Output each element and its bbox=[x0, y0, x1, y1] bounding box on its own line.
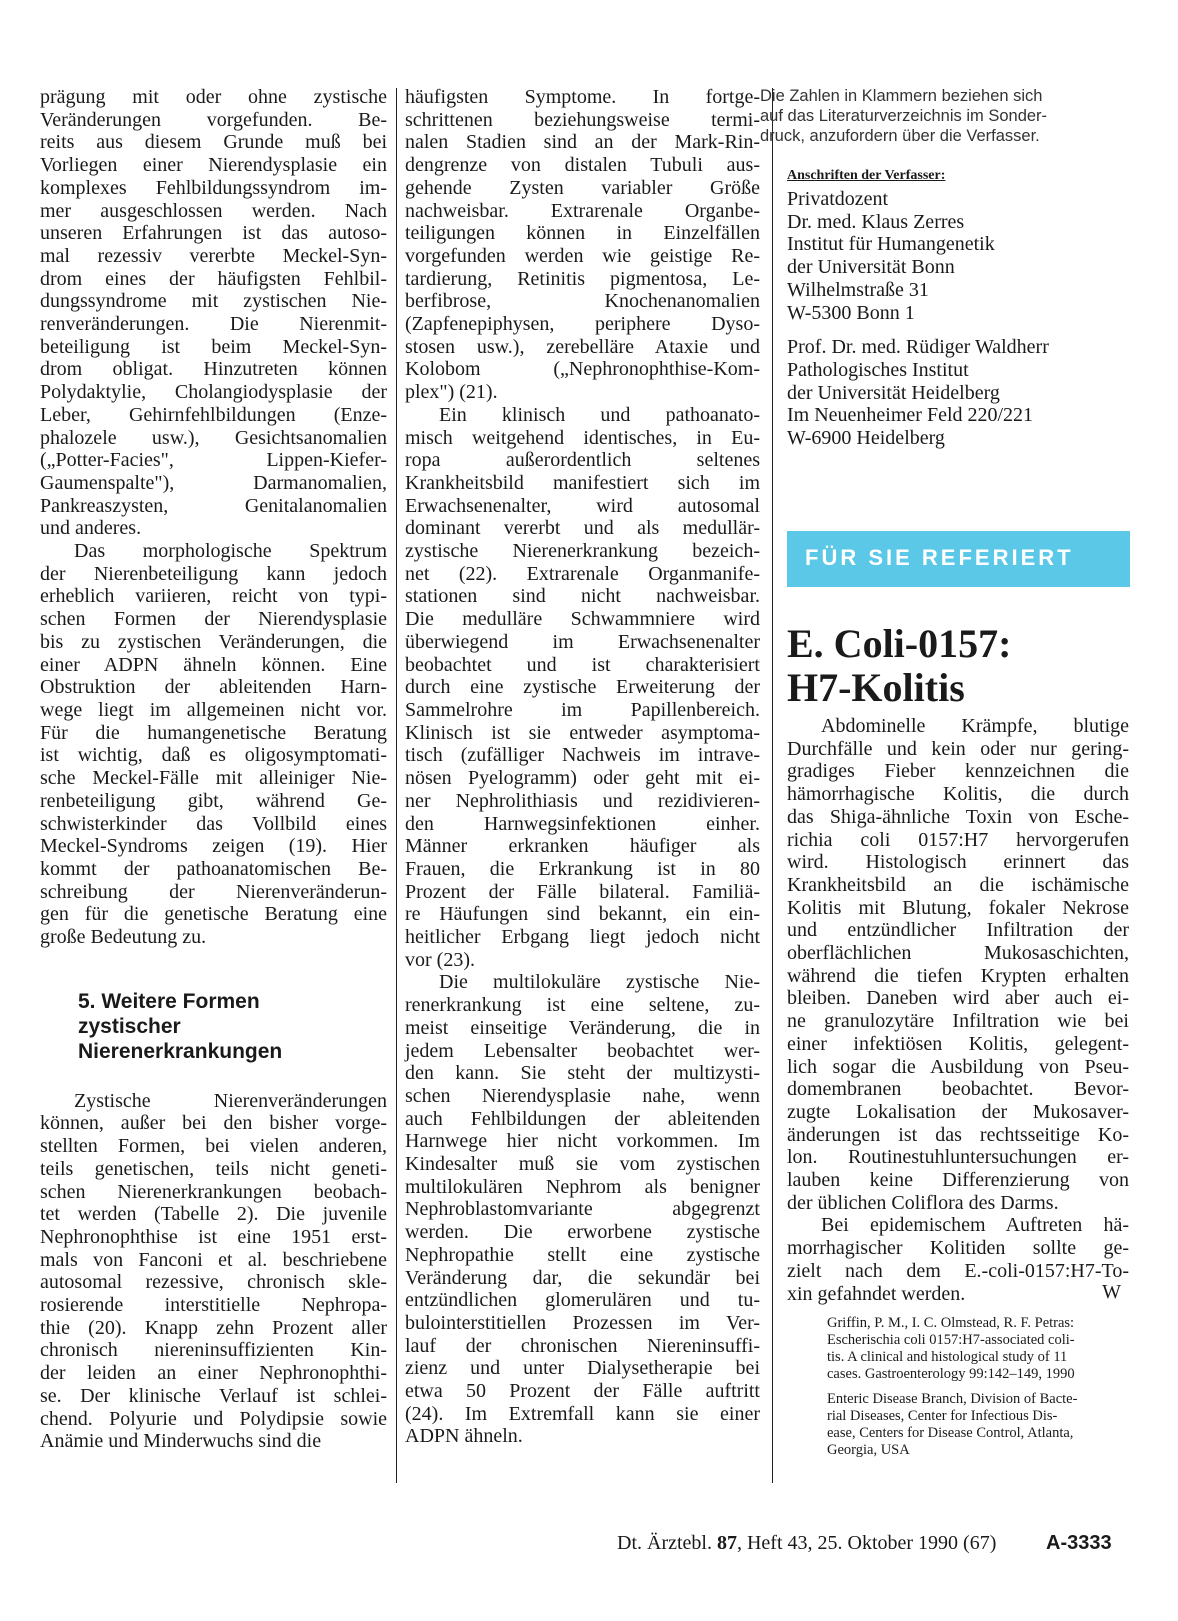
text-line: durch eine zystische Erweiterung der bbox=[405, 676, 760, 699]
text-line: stationen sind nicht nachweisbar. bbox=[405, 585, 760, 608]
text-line: morrhagischer Kolitiden sollte ge- bbox=[787, 1237, 1129, 1260]
text-line: tardierung, Retinitis pigmentosa, Le- bbox=[405, 267, 760, 290]
author-address-2 bbox=[787, 336, 1129, 450]
text-line: während die tiefen Krypten erhalten bbox=[787, 964, 1129, 987]
text-line: prägung mit oder ohne zystische bbox=[40, 86, 387, 108]
text-line: stosen usw.), zerebelläre Ataxie und bbox=[405, 335, 760, 358]
text-line: renveränderungen. Die Nierenmit- bbox=[40, 313, 387, 336]
text-line: druck, anzufordern über die Verfasser. bbox=[760, 127, 1040, 145]
text-line: beteiligung ist beim Meckel-Syn- bbox=[40, 335, 387, 358]
text-line: Nephropathie stellt eine zystische bbox=[405, 1243, 760, 1266]
text-line: richia coli 0157:H7 hervorgerufen bbox=[787, 828, 1129, 851]
text-line: der Universität Bonn bbox=[787, 256, 955, 279]
text-line: hämorrhagische Kolitis, die durch bbox=[787, 783, 1129, 806]
text-line: Kolitis mit Blutung, fokaler Nekrose bbox=[787, 896, 1129, 919]
text-line: bulointerstitiellen Prozessen im Ver- bbox=[405, 1311, 760, 1334]
text-line: entzündlichen glomerulären und tu- bbox=[405, 1289, 760, 1312]
text-line: vor (23). bbox=[405, 948, 475, 971]
text-line: Privatdozent bbox=[787, 188, 889, 210]
text-line: dominant vererbt und als medullär- bbox=[405, 517, 760, 540]
section-heading-5 bbox=[78, 989, 387, 1064]
text-line: mer ausgeschlossen werden. Nach bbox=[40, 199, 387, 222]
text-line: zielt nach dem E.-coli-0157:H7-To- bbox=[787, 1259, 1129, 1282]
text-line: re Häufungen sind bekannt, ein ein- bbox=[405, 903, 760, 926]
text-line: mal rezessiv vererbte Meckel-Syn- bbox=[40, 244, 387, 267]
author-address-1 bbox=[787, 188, 1129, 324]
text-line: dengrenze von distalen Tubuli aus- bbox=[405, 154, 760, 177]
text-line: renerkrankung ist eine seltene, zu- bbox=[405, 994, 760, 1017]
text-line: erheblich variieren, reicht von typi- bbox=[40, 585, 387, 608]
text-line: Wilhelmstraße 31 bbox=[787, 278, 929, 301]
text-line: Escherischia coli 0157:H7-associated coli- bbox=[827, 1332, 1075, 1349]
text-line: xin gefahndet werden. bbox=[787, 1282, 966, 1305]
text-line: zugte Lokalisation der Mukosaver- bbox=[787, 1100, 1129, 1123]
text-line: Zystische Nierenveränderungen bbox=[74, 1089, 387, 1112]
text-line: Veränderungen vorgefunden. Be- bbox=[40, 108, 387, 131]
text-line: E. Coli-0157: bbox=[787, 621, 1012, 666]
text-line: zystische Nierenerkrankung bezeich- bbox=[405, 540, 760, 563]
address-heading: Anschriften der Verfasser: bbox=[787, 168, 946, 183]
text-line: tet werden (Tabelle 2). Die juvenile bbox=[40, 1203, 387, 1226]
text-line: domembranen beobachtet. Bevor- bbox=[787, 1078, 1129, 1101]
text-line: lauf der chronischen Niereninsuffi- bbox=[405, 1334, 760, 1357]
text-line: große Bedeutung zu. bbox=[40, 926, 207, 949]
text-line: teils genetischen, teils nicht geneti- bbox=[40, 1157, 387, 1180]
reference-affiliation bbox=[827, 1391, 1129, 1459]
text-line: schen Nierendysplasie nahe, wenn bbox=[405, 1084, 760, 1107]
text-line: jedem Lebensalter beobachtet wer- bbox=[405, 1039, 760, 1062]
text-line: Pathologisches Institut bbox=[787, 358, 969, 381]
text-line: (Zapfenepiphysen, periphere Dyso- bbox=[405, 313, 760, 336]
text-line: Die Zahlen in Klammern beziehen sich bbox=[760, 87, 1043, 105]
text-line: der Universität Heidelberg bbox=[787, 381, 1000, 404]
text-line: chend. Polyurie und Polydipsie sowie bbox=[40, 1407, 387, 1430]
text-line: H7-Kolitis bbox=[787, 665, 965, 710]
text-line: Leber, Gehirnfehlbildungen (Enze- bbox=[40, 403, 387, 426]
text-line: das Shiga-ähnliche Toxin von Esche- bbox=[787, 805, 1129, 828]
text-line: mals von Fanconi et al. beschriebene bbox=[40, 1248, 387, 1271]
text-line: Anämie und Minderwuchs sind die bbox=[40, 1430, 322, 1453]
text-line: auf das Literaturverzeichnis im Sonder- bbox=[760, 107, 1048, 125]
text-line: beobachtet und ist charakterisiert bbox=[405, 653, 760, 676]
text-line: rial Diseases, Center for Infectious Dis- bbox=[827, 1408, 1058, 1425]
article-paragraph-2 bbox=[787, 1214, 1129, 1305]
text-line: renbeteiligung gibt, während Ge- bbox=[40, 789, 387, 812]
article-body bbox=[787, 715, 1129, 1459]
text-line: auch Fehlbildungen der ableitenden bbox=[405, 1107, 760, 1130]
footer-issue-date: , Heft 43, 25. Oktober 1990 (67) bbox=[736, 1532, 997, 1554]
section-banner bbox=[787, 531, 1130, 587]
text-line: Veränderung dar, die sekundär bei bbox=[405, 1266, 760, 1289]
text-line: schreibung der Nierenveränderun- bbox=[40, 880, 387, 903]
text-line: Frauen, die Erkrankung ist in 80 bbox=[405, 857, 760, 880]
text-line: ist wichtig, daß es oligosymptomati- bbox=[40, 744, 387, 767]
article-paragraph-1 bbox=[787, 715, 1129, 1214]
text-line: einer ADPN ähneln können. Eine bbox=[40, 653, 387, 676]
text-line: ropa außerordentlich seltenes bbox=[405, 449, 760, 472]
column-rule-1 bbox=[396, 88, 397, 1483]
text-line: Krankheitsbild manifestiert sich im bbox=[405, 471, 760, 494]
col1-paragraph-1 bbox=[40, 86, 387, 540]
text-line: der üblichen Coliflora des Darms. bbox=[787, 1191, 1059, 1214]
text-line: thie (20). Knapp zehn Prozent aller bbox=[40, 1316, 387, 1339]
text-line: schrittenen beziehungsweise termi- bbox=[405, 108, 760, 131]
col2-paragraph-3 bbox=[405, 971, 760, 1448]
text-line: überwiegend im Erwachsenenalter bbox=[405, 630, 760, 653]
article-title bbox=[787, 622, 1011, 710]
text-line: stellten Formen, bei vielen anderen, bbox=[40, 1135, 387, 1158]
text-line: änderungen ist das rechtsseitige Ko- bbox=[787, 1123, 1129, 1146]
text-line: Griffin, P. M., I. C. Olmstead, R. F. Petras: bbox=[827, 1315, 1075, 1332]
text-line: W-5300 Bonn 1 bbox=[787, 301, 915, 324]
text-line: lich sogar die Ausbildung von Pseu- bbox=[787, 1055, 1129, 1078]
text-line: Prozent der Fälle bilateral. Familiä- bbox=[405, 880, 760, 903]
text-line: Klinisch ist sie entweder asymptoma- bbox=[405, 721, 760, 744]
text-line: Krankheitsbild an die ischämische bbox=[787, 873, 1129, 896]
text-line: Durchfälle und kein oder nur gering- bbox=[787, 737, 1129, 760]
text-line: Harnwege hier nicht vorkommen. Im bbox=[405, 1130, 760, 1153]
column-2 bbox=[405, 86, 760, 1448]
text-line: bleiben. Daneben wird aber auch ei- bbox=[787, 987, 1129, 1010]
text-line: Obstruktion der ableitenden Harn- bbox=[40, 676, 387, 699]
text-line: teiligungen können in Einzelfällen bbox=[405, 222, 760, 245]
text-line: gehende Zysten variabler Größe bbox=[405, 176, 760, 199]
text-line: der Nierenbeteiligung kann jedoch bbox=[40, 562, 387, 585]
text-line: sche Meckel-Fälle mit alleiniger Nie- bbox=[40, 767, 387, 790]
banner-label: FÜR SIE REFERIERT bbox=[805, 545, 1074, 570]
text-line: unseren Erfahrungen ist das autoso- bbox=[40, 222, 387, 245]
text-line: gen für die genetische Beratung eine bbox=[40, 903, 387, 926]
text-line: („Potter-Facies", Lippen-Kiefer- bbox=[40, 449, 387, 472]
text-line: Männer erkranken häufiger als bbox=[405, 835, 760, 858]
text-line: ner Nephrolithiasis und rezidivieren- bbox=[405, 789, 760, 812]
text-line: schen Formen der Nierendysplasie bbox=[40, 608, 387, 631]
text-line: werden. Die erworbene zystische bbox=[405, 1221, 760, 1244]
text-line: phalozele usw.), Gesichtsanomalien bbox=[40, 426, 387, 449]
text-line: etwa 50 Prozent der Fälle auftritt bbox=[405, 1380, 760, 1403]
text-line: Gaumenspalte"), Darmanomalien, bbox=[40, 471, 387, 494]
col2-paragraph-2 bbox=[405, 404, 760, 972]
literature-note bbox=[760, 86, 1129, 146]
text-line: einer infektiösen Kolitis, gelegent- bbox=[787, 1032, 1129, 1055]
text-line: Bei epidemischem Auftreten hä- bbox=[821, 1214, 1129, 1237]
text-line: Dr. med. Klaus Zerres bbox=[787, 210, 965, 233]
text-line: Nephronophthise ist eine 1951 erst- bbox=[40, 1225, 387, 1248]
text-line: wege liegt im allgemeinen nicht vor. bbox=[40, 698, 387, 721]
text-line: Für die humangenetische Beratung bbox=[40, 721, 387, 744]
text-line: Kindesalter muß sie vom zystischen bbox=[405, 1153, 760, 1176]
text-line: gradiges Fieber kennzeichnen die bbox=[787, 760, 1129, 783]
text-line: häufigsten Symptome. In fortge- bbox=[405, 86, 760, 108]
text-line: den kann. Sie steht der multizysti- bbox=[405, 1062, 760, 1085]
text-line: und anderes. bbox=[40, 517, 142, 540]
footer-volume: 87 bbox=[716, 1532, 737, 1554]
text-line: plex") (21). bbox=[405, 381, 498, 404]
text-line: Nephroblastomvariante abgegrenzt bbox=[405, 1198, 760, 1221]
col1-paragraph-3 bbox=[40, 1090, 387, 1453]
text-line: heitlicher Erbgang liegt jedoch nicht bbox=[405, 926, 760, 949]
text-line: zystischer bbox=[78, 1014, 181, 1038]
text-line: rosierende interstitielle Nephropa- bbox=[40, 1294, 387, 1317]
footer-journal: Dt. Ärztebl. bbox=[617, 1532, 712, 1554]
author-sign: W bbox=[1102, 1281, 1121, 1303]
text-line: komplexes Fehlbildungssyndrom im- bbox=[40, 176, 387, 199]
text-line: reits aus diesem Grunde muß bei bbox=[40, 131, 387, 154]
text-line: lauben keine Differenzierung von bbox=[787, 1169, 1129, 1192]
text-line: misch weitgehend identisches, in Eu- bbox=[405, 426, 760, 449]
text-line: vorgefunden werden wie geistige Re- bbox=[405, 244, 760, 267]
text-line: chronisch niereninsuffizienten Kin- bbox=[40, 1339, 387, 1362]
col2-paragraph-1 bbox=[405, 86, 760, 404]
text-line: (24). Im Extremfall kann sie einer bbox=[405, 1402, 760, 1425]
column-3 bbox=[760, 86, 1129, 450]
text-line: nalen Stadien sind an der Mark-Rin- bbox=[405, 131, 760, 154]
page-footer bbox=[617, 1532, 996, 1555]
text-line: drom eines der häufigsten Fehlbil- bbox=[40, 267, 387, 290]
text-line: zienz und unter Dialysetherapie bei bbox=[405, 1357, 760, 1380]
text-line: den Harnwegsinfektionen einher. bbox=[405, 812, 760, 835]
text-line: schwisterkinder das Vollbild eines bbox=[40, 812, 387, 835]
text-line: net (22). Extrarenale Organmanife- bbox=[405, 562, 760, 585]
text-line: drom obligat. Hinzutreten können bbox=[40, 358, 387, 381]
text-line: se. Der klinische Verlauf ist schlei- bbox=[40, 1384, 387, 1407]
col1-paragraph-2 bbox=[40, 540, 387, 949]
text-line: oberflächlichen Mukosaschichten, bbox=[787, 942, 1129, 965]
text-line: dungssyndrome mit zystischen Nie- bbox=[40, 290, 387, 313]
text-line: Ein klinisch und pathoanato- bbox=[439, 403, 760, 426]
text-line: nösen Pyelogramm) oder geht mit ei- bbox=[405, 767, 760, 790]
text-line: nachweisbar. Extrarenale Organbe- bbox=[405, 199, 760, 222]
text-line: der leiden an einer Nephronophthi- bbox=[40, 1362, 387, 1385]
reference-citation bbox=[827, 1315, 1129, 1383]
text-line: Pankreaszysten, Genitalanomalien bbox=[40, 494, 387, 517]
column-1 bbox=[40, 86, 387, 1453]
text-line: Vorliegen einer Nierendysplasie ein bbox=[40, 154, 387, 177]
text-line: und entzündlicher Infiltration der bbox=[787, 919, 1129, 942]
text-line: W-6900 Heidelberg bbox=[787, 427, 945, 450]
text-line: Enteric Disease Branch, Division of Bacte- bbox=[827, 1391, 1078, 1408]
text-line: Die multilokuläre zystische Nie- bbox=[439, 971, 760, 994]
text-line: ADPN ähneln. bbox=[405, 1425, 523, 1448]
text-line: Meckel-Syndroms zeigen (19). Hier bbox=[40, 835, 387, 858]
text-line: schen Nierenerkrankungen beobach- bbox=[40, 1180, 387, 1203]
text-line: Prof. Dr. med. Rüdiger Waldherr bbox=[787, 336, 1049, 359]
text-line: multilokulären Nephrom als benigner bbox=[405, 1175, 760, 1198]
text-line: Im Neuenheimer Feld 220/221 bbox=[787, 404, 1034, 427]
text-line: Das morphologische Spektrum bbox=[74, 540, 387, 563]
text-line: ne granulozytäre Infiltration wie bei bbox=[787, 1010, 1129, 1033]
text-line: Erwachsenenalter, wird autosomal bbox=[405, 494, 760, 517]
text-line: Institut für Humangenetik bbox=[787, 233, 995, 256]
page-number: A-3333 bbox=[1046, 1532, 1112, 1554]
text-line: cases. Gastroenterology 99:142–149, 1990 bbox=[827, 1366, 1075, 1383]
text-line: wird. Histologisch erinnert das bbox=[787, 851, 1129, 874]
text-line: Kolobom („Nephronophthise-Kom- bbox=[405, 358, 760, 381]
text-line: Georgia, USA bbox=[827, 1442, 910, 1459]
text-line: tisch (zufälliger Nachweis im intrave- bbox=[405, 744, 760, 767]
text-line: 5. Weitere Formen bbox=[78, 989, 260, 1013]
text-line: bis zu zystischen Veränderungen, die bbox=[40, 630, 387, 653]
text-line: Die medulläre Schwammniere wird bbox=[405, 608, 760, 631]
text-line: Abdominelle Krämpfe, blutige bbox=[821, 715, 1129, 737]
text-line: kommt der pathoanatomischen Be- bbox=[40, 857, 387, 880]
text-line: lon. Routinestuhluntersuchungen er- bbox=[787, 1146, 1129, 1169]
text-line: Sammelrohre im Papillenbereich. bbox=[405, 698, 760, 721]
text-line: berfibrose, Knochenanomalien bbox=[405, 290, 760, 313]
column-rule-2 bbox=[772, 88, 773, 1483]
text-line: ease, Centers for Disease Control, Atlanta, bbox=[827, 1425, 1074, 1442]
text-line: Polydaktylie, Cholangiodysplasie der bbox=[40, 381, 387, 404]
text-line: autosomal rezessive, chronisch skle- bbox=[40, 1271, 387, 1294]
text-line: meist einseitige Veränderung, die in bbox=[405, 1016, 760, 1039]
text-line: können, außer bei den bisher vorge- bbox=[40, 1112, 387, 1135]
text-line: tis. A clinical and histological study of 11 bbox=[827, 1349, 1068, 1366]
text-line: Nierenerkrankungen bbox=[78, 1039, 283, 1063]
